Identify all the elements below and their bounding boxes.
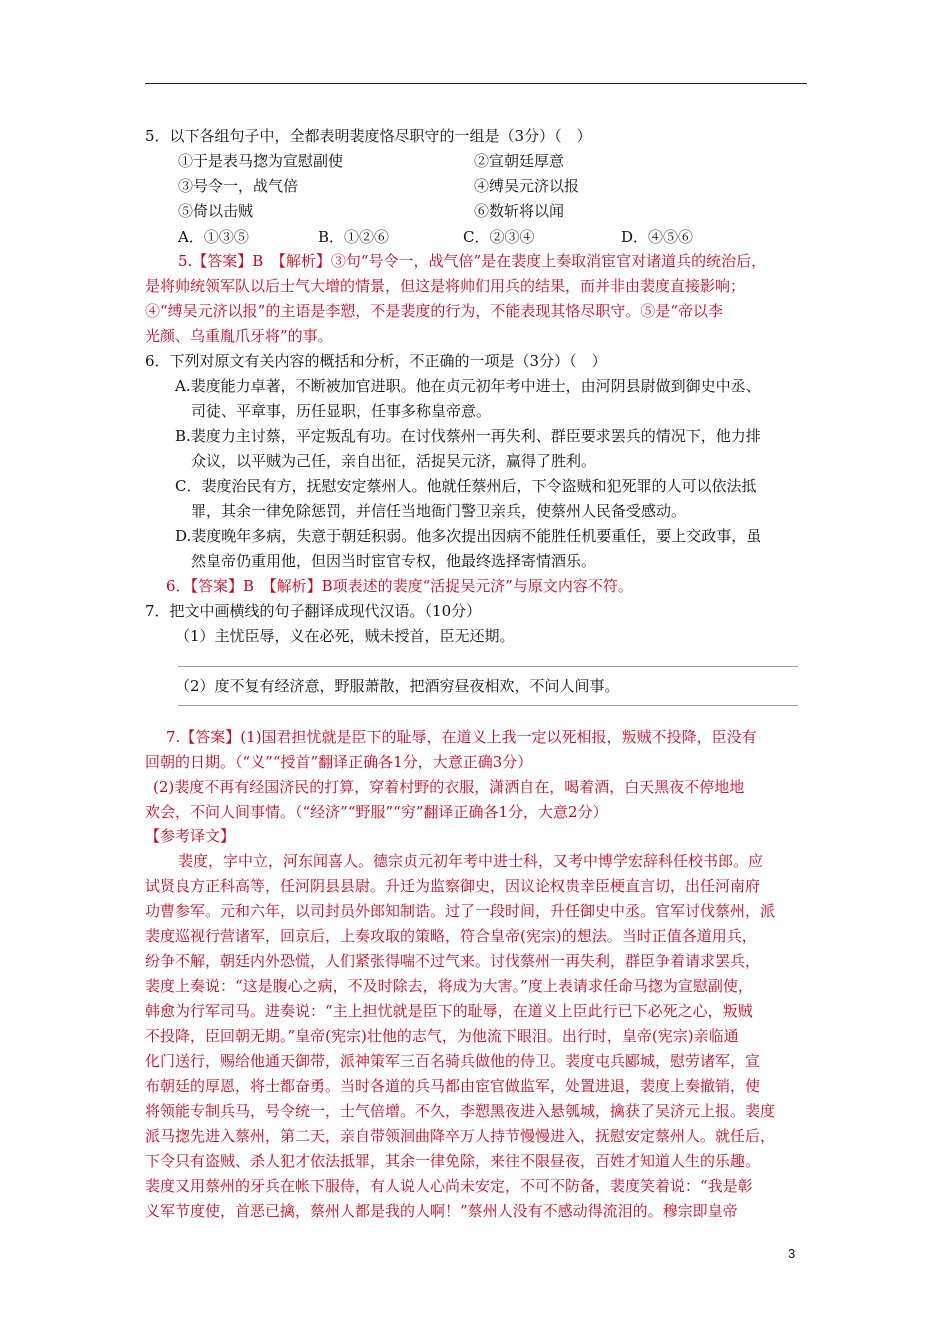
q6-option-d-line2: 然皇帝仍重用他，但因当时宦官专权，他最终选择寄情酒乐。 — [191, 552, 597, 570]
q7-answer-line: 欢会，不问人间事情。（“经济”“野服”“穷”翻译正确各1分，大意2分） — [145, 803, 608, 821]
translation-line: 派马揔先进入蔡州，第二天，亲自带领洄曲降卒万人持节慢慢进入，抚慰安定蔡州人。就任后， — [145, 1127, 776, 1145]
translation-line: 不投降，臣回朝无期。”皇帝(宪宗)壮他的志气，为他流下眼泪。出行时，皇帝(宪宗)亲临通 — [145, 1027, 739, 1045]
q6-option-c-line2: 罪，其余一律免除惩罚，并信任当地衙门警卫亲兵，使蔡州人民备受感动。 — [191, 502, 687, 520]
q5-option-b: B．①②⑥ — [318, 228, 390, 246]
q6-option-b-line2: 众议，以平贼为己任，亲自出征，活捉吴元济，赢得了胜利。 — [191, 452, 597, 470]
translation-line: 试贤良方正科高等，任河阴县县尉。升迁为监察御史，因议论权贵幸臣梗直言切，出任河南府 — [145, 877, 761, 895]
translation-line: 韩愈为行军司马。进奏说：“主上担忧就是臣下的耻辱，在道义上臣此行已下必死之心，叛贼 — [145, 1002, 753, 1020]
translation-line: 裴度巡视行营诸军，回京后，上奏攻取的策略，符合皇帝(宪宗)的想法。当时正值各道用兵， — [145, 927, 757, 945]
translation-line: 化门送行，赐给他通天御带，派神策军三百名骑兵做他的侍卫。裴度屯兵郾城，慰劳诸军，宣 — [145, 1052, 761, 1070]
q7-answer-line: 7.【答案】(1)国君担忧就是臣下的耻辱，在道义上我一定以死相报，叛贼不投降，臣没有 — [166, 728, 757, 746]
translation-line: 义军节度使，首恶已擒，蔡州人都是我的人啊！”蔡州人没有不感动得流泪的。穆宗即皇帝 — [145, 1202, 738, 1220]
translation-line: 纷争不解，朝廷内外恐慌，人们紧张得喘不过气来。讨伐蔡州一再失利，群臣争着请求罢兵， — [145, 952, 761, 970]
q5-item-1: ①于是表马揔为宣慰副使 — [178, 152, 344, 170]
q7-answer-line: 回朝的日期。（“义”“授首”翻译正确各1分，大意正确3分） — [145, 753, 533, 771]
header-rule — [145, 83, 807, 84]
q7-sentence-2: （2）度不复有经济意，野服萧散，把酒穷昼夜相欢，不问人间事。 — [175, 677, 620, 695]
translation-line: 布朝廷的厚恩，将士都奋勇。当时各道的兵马都由宦官做监军，处置进退，裴度上奏撤销，使 — [145, 1077, 761, 1095]
q5-stem: 5．以下各组句子中，全都表明裴度恪尽职守的一组是（3分）（ ） — [145, 127, 592, 145]
q6-option-a-line1: A.裴度能力卓著，不断被加官进职。他在贞元初年考中进士，由河阴县尉做到御史中丞、 — [175, 377, 761, 395]
translation-line: 功曹参军。元和六年，以司封员外郎知制诰。过了一段时间，升任御史中丞。官军讨伐蔡州，派 — [145, 902, 776, 920]
q7-answer-blank-line — [178, 666, 798, 667]
q6-option-b-line1: B.裴度力主讨蔡，平定叛乱有功。在讨伐蔡州一再失利、群臣要求罢兵的情况下，他力排 — [175, 427, 761, 445]
translation-line: 裴度又用蔡州的牙兵在帐下服侍，有人说人心尚未安定，不可不防备，裴度笑着说：“我是彰 — [145, 1177, 753, 1195]
q7-sentence-1: （1）主忧臣辱，义在必死，贼未授首，臣无还期。 — [175, 627, 515, 645]
q6-stem: 6．下列对原文有关内容的概括和分析，不正确的一项是（3分）（ ） — [145, 352, 607, 370]
translation-line: 裴度上奏说：“这是腹心之病，不及时除去，将成为大害。”度上表请求任命马揔为宣慰副使， — [145, 977, 753, 995]
q5-option-a: A．①③⑤ — [178, 228, 249, 246]
q5-item-4: ④缚吴元济以报 — [474, 177, 580, 195]
q5-item-3: ③号令一，战气倍 — [178, 177, 299, 195]
page-number: 3 — [788, 1246, 796, 1261]
translation-line: 下令只有盗贼、杀人犯才依法抵罪，其余一律免除，来往不限昼夜，百姓才知道人生的乐趣。 — [145, 1152, 761, 1170]
q7-answer-blank-line — [178, 705, 798, 706]
translation-heading: 【参考译文】 — [145, 827, 236, 845]
translation-line: 将领能专制兵马，号令统一，士气倍增。不久，李愬黑夜进入悬瓠城，擒获了吴济元上报。裴度 — [145, 1102, 776, 1120]
q6-answer: 6．【答案】B 【解析】B项表述的裴度“活捉吴元济”与原文内容不符。 — [166, 577, 633, 595]
q5-answer-line: 光颜、乌重胤爪牙将”的事。 — [145, 327, 333, 345]
q7-stem: 7．把文中画横线的句子翻译成现代汉语。（10分） — [145, 602, 482, 620]
q5-answer-line: 5.【答案】B 【解析】③句“号令一，战气倍”是在裴度上奏取消宦官对诸道兵的统治后， — [178, 252, 767, 270]
q6-option-d-line1: D.裴度晚年多病，失意于朝廷积弱。他多次提出因病不能胜任机要重任，要上交政事，虽 — [175, 527, 762, 545]
q5-option-d: D．④⑤⑥ — [621, 228, 694, 246]
q5-answer-line: ④“缚吴元济以报”的主语是李愬，不是裴度的行为，不能表现其恪尽职守。⑤是“帝以李 — [145, 302, 724, 320]
translation-line: 裴度，字中立，河东闻喜人。德宗贞元初年考中进士科，又考中博学宏辞科任校书郎。应 — [178, 852, 764, 870]
q5-item-6: ⑥数斩将以闻 — [474, 202, 565, 220]
q6-option-a-line2: 司徒、平章事，历任显职，任事多称皇帝意。 — [191, 402, 492, 420]
q6-option-c-line1: C．裴度治民有方，抚慰安定蔡州人。他就任蔡州后，下令盗贼和犯死罪的人可以依法抵 — [175, 477, 757, 495]
q5-item-2: ②宣朝廷厚意 — [474, 152, 565, 170]
q5-answer-line: 是将帅统领军队以后士气大增的情景，但这是将帅们用兵的结果，而并非由裴度直接影响； — [145, 277, 746, 295]
q5-item-5: ⑤倚以击贼 — [178, 202, 254, 220]
q5-option-c: C．②③④ — [463, 228, 535, 246]
q7-answer-line: (2)裴度不再有经国济民的打算，穿着村野的衣服，潇洒自在，喝着酒，白天黑夜不停地地 — [153, 778, 745, 796]
